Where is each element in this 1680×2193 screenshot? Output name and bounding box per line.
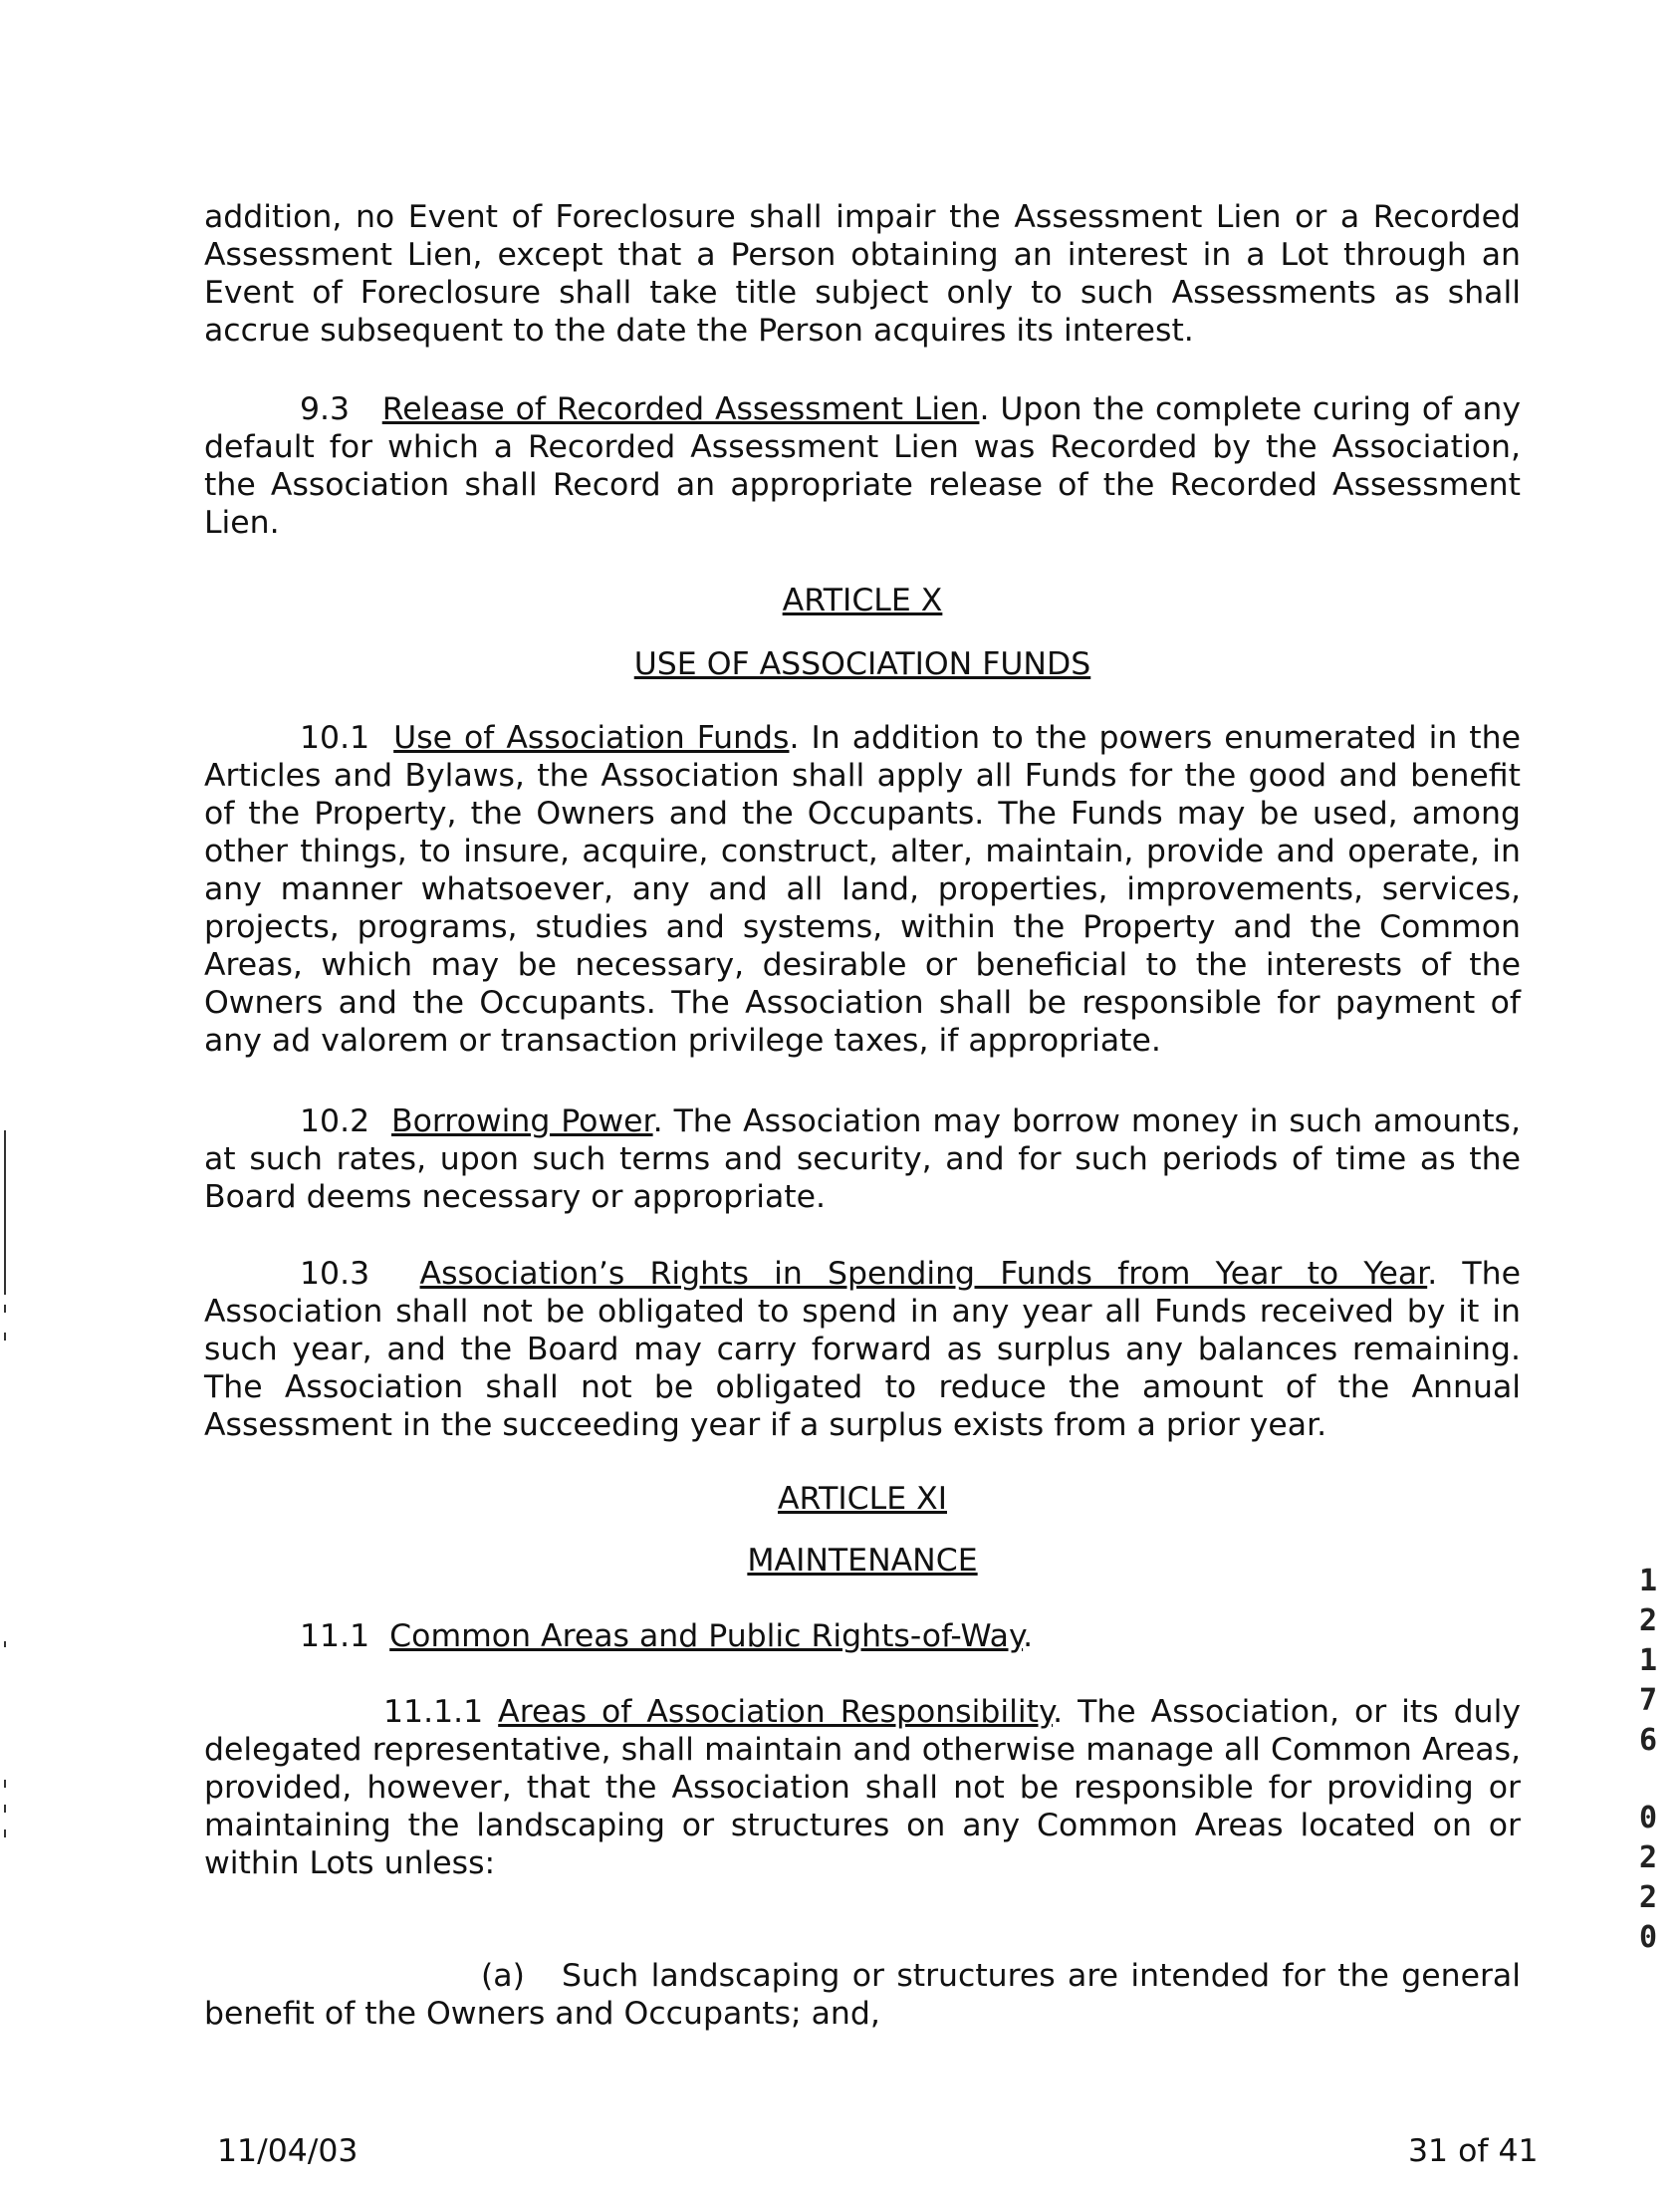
section-title: Use of Association Funds xyxy=(393,720,790,756)
stamp-digit: 2 xyxy=(1638,1840,1658,1875)
section-title: Release of Recorded Assessment Lien xyxy=(381,391,980,427)
stamp-digit: 6 xyxy=(1638,1723,1658,1758)
section-title: Association’s Rights in Spending Funds from Year to Year xyxy=(419,1256,1428,1292)
section-number: 10.3 xyxy=(300,1256,370,1292)
stamp-gap xyxy=(1633,1761,1663,1799)
subsection-number: (a) xyxy=(481,1958,525,1994)
section-body: . The Association shall not be obligated to spend in any year all Funds received by it in such year, and the Board may carry forward as surplus any balances remaining. The Association shall not be obligated to reduce the amount of the Annual Assessment in the succeeding year if a surplus exists from a prior year. xyxy=(204,1256,1521,1443)
section-number: 10.2 xyxy=(300,1103,370,1139)
paragraph-intro: addition, no Event of Foreclosure shall impair the Assessment Lien or a Recorded Assessment Lien, except that a Person obtaining an interest in a Lot through an Event of Foreclosure shall take title subject only to such Assessments as shall accrue subsequent to the date the Person acquires its interest. xyxy=(204,199,1521,349)
stamp-digit: 2 xyxy=(1638,1880,1658,1915)
section-body: . The Association may borrow money in such amounts, at such rates, upon such terms and security, and for such periods of time as the Board deems necessary or appropriate. xyxy=(204,1103,1521,1215)
footer-page-number: 31 of 41 xyxy=(1408,2133,1539,2169)
margin-mark xyxy=(4,1333,6,1340)
section-body: . xyxy=(1023,1618,1034,1654)
section-body: . In addition to the powers enumerated in the Articles and Bylaws, the Association shall apply all Funds for the good and benefit of the Property, the Owners and the Occupants. The Funds may be used, among other things, to insure, acquire, construct, alter, maintain, provide and operate, in any manner whatsoever, any and all land, properties, improvements, services, projects, programs, studies and systems, within the Property and the Common Areas, which may be necessary, desirable or beneficial to the interests of the Owners and the Occupants. The Association shall be responsible for payment of any ad valorem or transaction privilege taxes, if appropriate. xyxy=(204,720,1522,1059)
margin-mark xyxy=(4,1641,6,1647)
margin-mark xyxy=(4,1780,6,1788)
margin-mark xyxy=(4,1305,6,1313)
section-10-3 xyxy=(204,1255,1521,1444)
section-number: 9.3 xyxy=(300,391,351,427)
subsection-a xyxy=(204,1957,1521,2033)
article-xi-title: MAINTENANCE xyxy=(747,1543,978,1579)
article-x-title: USE OF ASSOCIATION FUNDS xyxy=(633,646,1091,682)
section-number: 11.1 xyxy=(300,1618,370,1654)
section-number: 10.1 xyxy=(300,720,370,756)
section-title: Areas of Association Responsibility xyxy=(498,1694,1054,1730)
stamp-digit: 1 xyxy=(1638,1564,1658,1598)
section-9-3 xyxy=(204,390,1521,542)
section-10-1 xyxy=(204,719,1521,1060)
stamp-digit: 2 xyxy=(1638,1603,1658,1638)
margin-mark xyxy=(4,1829,6,1837)
recording-number-stamp xyxy=(1633,1562,1663,1958)
section-10-2 xyxy=(204,1102,1521,1216)
stamp-digit: 0 xyxy=(1638,1801,1658,1835)
section-11-1 xyxy=(204,1617,1521,1655)
subsection-body: Such landscaping or structures are intended for the general benefit of the Owners and Occupants; and, xyxy=(204,1958,1521,2032)
section-number: 11.1.1 xyxy=(383,1694,484,1730)
section-title: Common Areas and Public Rights-of-Way xyxy=(389,1618,1024,1654)
footer-date: 11/04/03 xyxy=(217,2133,359,2169)
stamp-digit: 1 xyxy=(1638,1643,1658,1678)
stamp-digit: 0 xyxy=(1638,1920,1658,1955)
section-body: . Upon the complete curing of any default for which a Recorded Assessment Lien was Recorded by the Association, the Association shall Record an appropriate release of the Recorded Assessment Lien. xyxy=(204,391,1521,541)
margin-revision-bar xyxy=(4,1130,6,1295)
article-xi-heading: ARTICLE XI xyxy=(777,1481,947,1517)
article-x-heading: ARTICLE X xyxy=(782,583,943,618)
section-11-1-1 xyxy=(204,1693,1521,1882)
section-title: Borrowing Power xyxy=(391,1103,653,1139)
section-body: . The Association, or its duly delegated representative, shall maintain and otherwise manage all Common Areas, provided, however, that the Association shall not be responsible for providing or maintaining the landscaping or structures on any Common Areas located on or within Lots unless: xyxy=(204,1694,1521,1881)
stamp-digit: 7 xyxy=(1638,1683,1658,1718)
margin-mark xyxy=(4,1805,6,1813)
